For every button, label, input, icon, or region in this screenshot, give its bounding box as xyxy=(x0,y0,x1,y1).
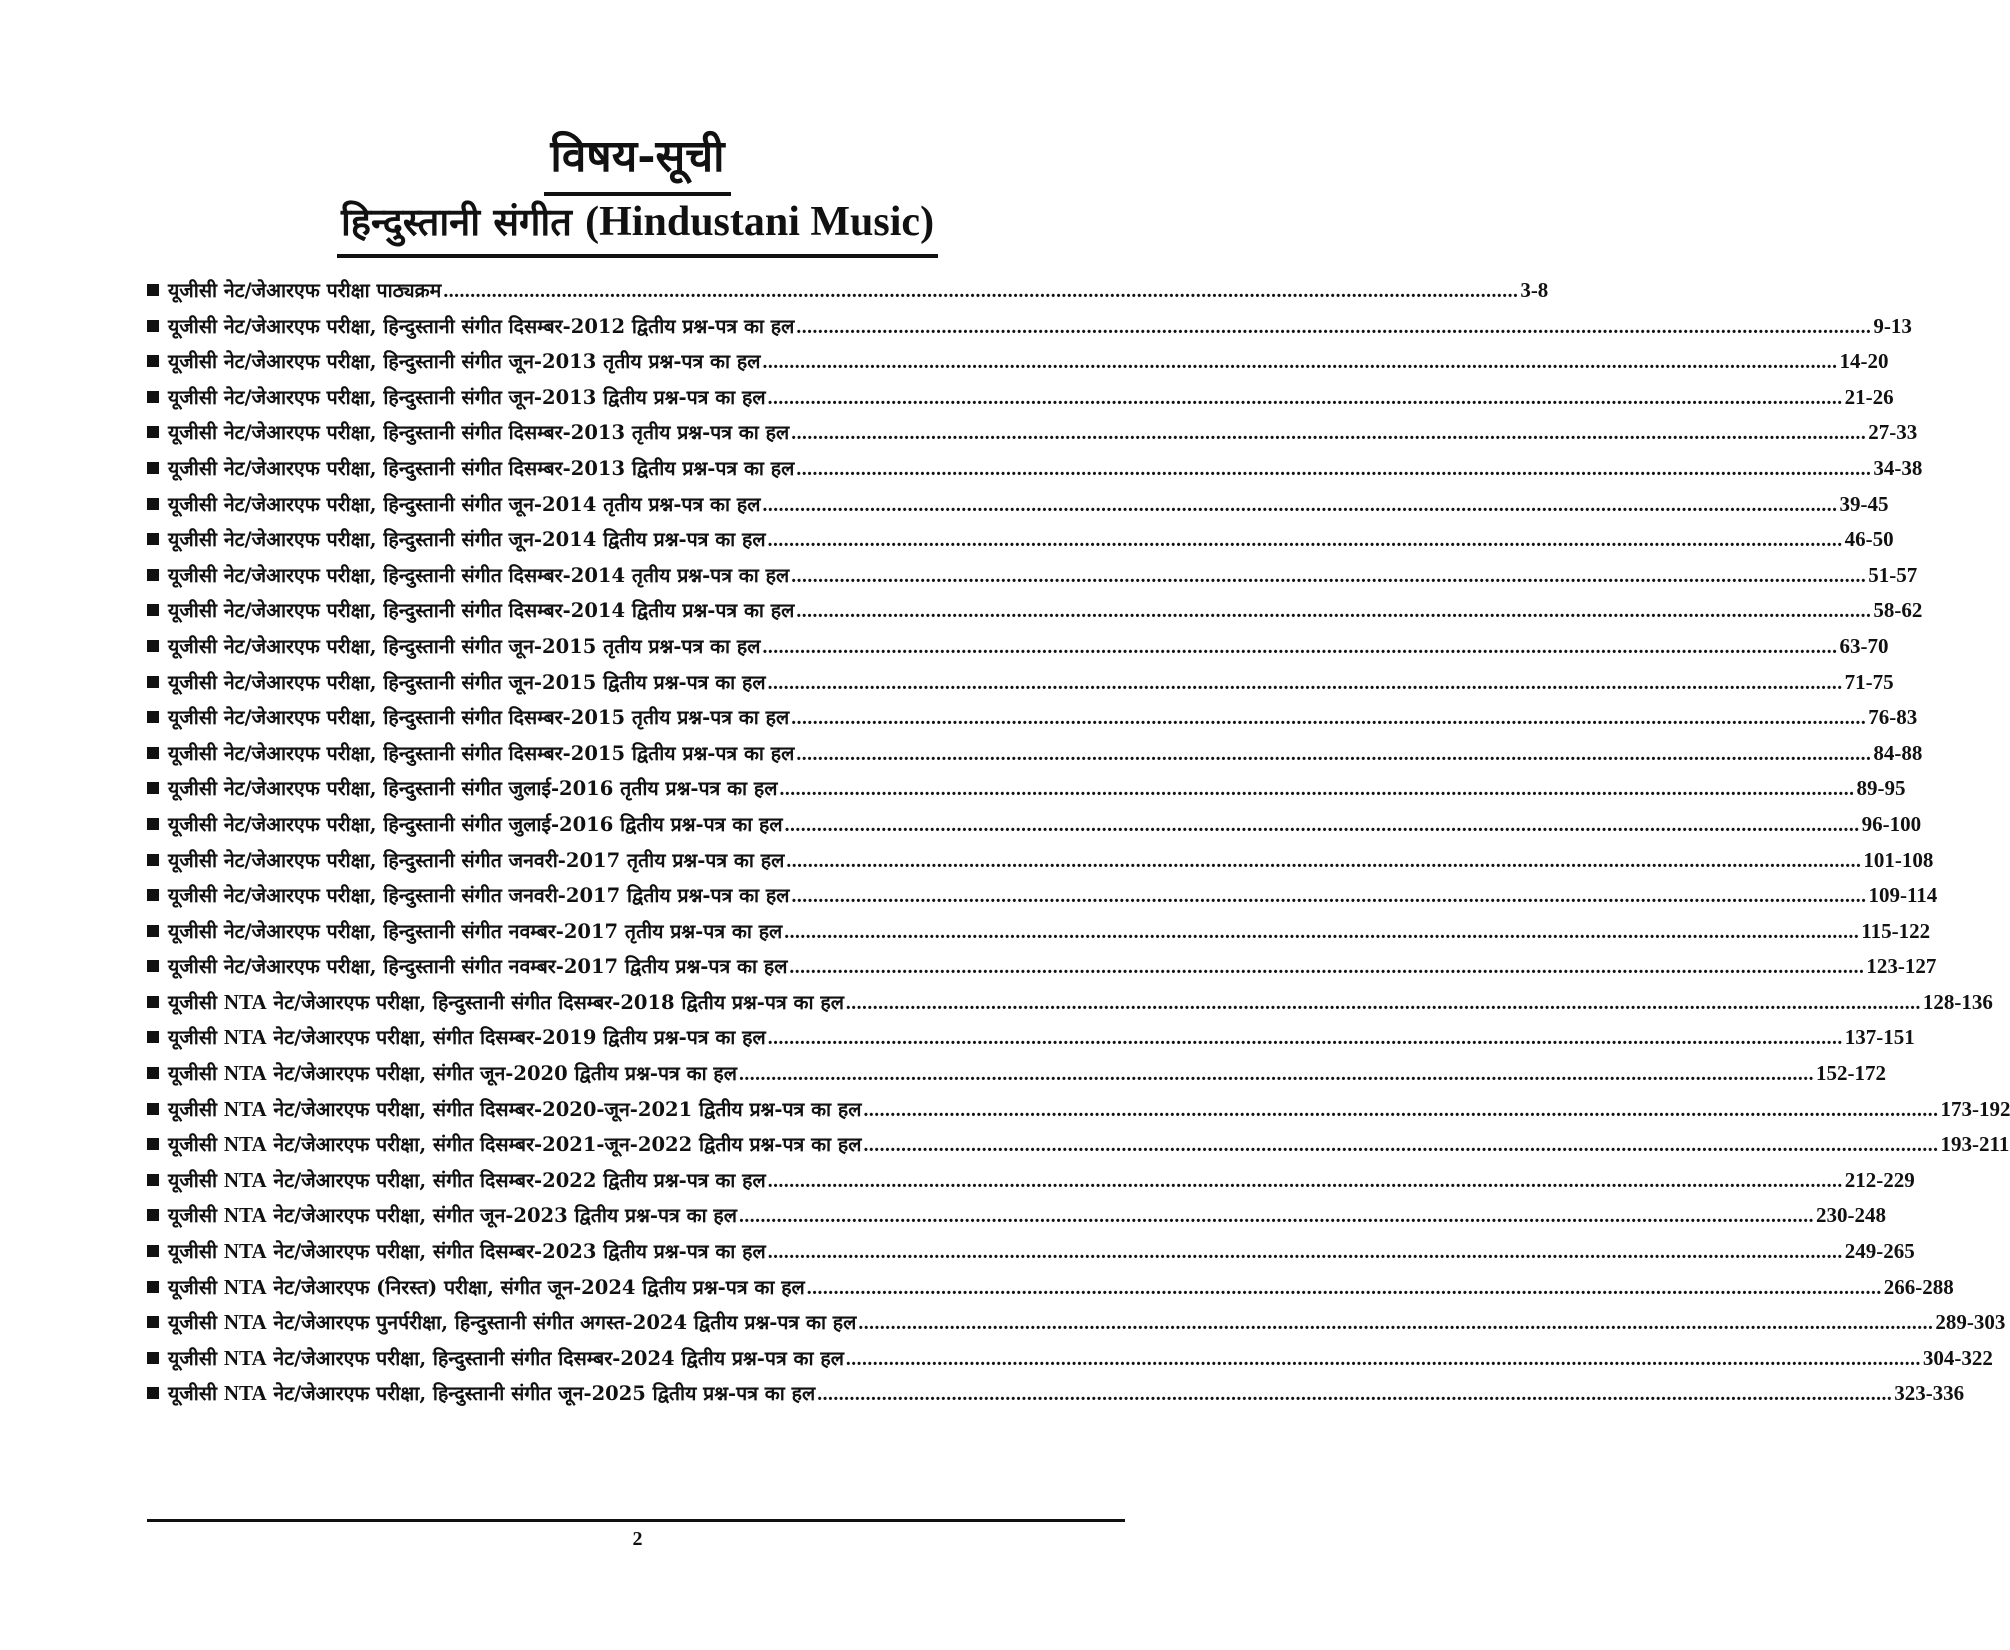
toc-entry-title: यूजीसी नेट/जेआरएफ परीक्षा, हिन्दुस्तानी संगीत जून-2013 तृतीय प्रश्न-पत्र का हल xyxy=(168,350,761,374)
square-bullet-icon xyxy=(147,533,159,545)
toc-entry-title: यूजीसी NTA नेट/जेआरएफ परीक्षा, हिन्दुस्तानी संगीत दिसम्बर-2018 द्वितीय प्रश्न-पत्र का हल xyxy=(168,989,844,1014)
toc-entry-pages: 3-8 xyxy=(1520,278,1549,302)
square-bullet-icon xyxy=(147,1174,159,1186)
toc-entry-title: यूजीसी NTA नेट/जेआरएफ परीक्षा, संगीत दिसम्बर-2020-जून-2021 द्वितीय प्रश्न-पत्र का हल xyxy=(168,1096,862,1121)
toc-entry-pages: 289-303 xyxy=(1935,1310,2006,1335)
toc-entry[interactable] xyxy=(147,952,1937,988)
toc-entry-title: यूजीसी नेट/जेआरएफ परीक्षा, हिन्दुस्तानी संगीत जून-2014 द्वितीय प्रश्न-पत्र का हल xyxy=(168,528,766,552)
square-bullet-icon xyxy=(147,355,159,367)
dot-leader xyxy=(791,566,1866,588)
dot-leader xyxy=(789,957,1864,979)
square-bullet-icon xyxy=(147,1281,159,1293)
square-bullet-icon xyxy=(147,1067,159,1079)
toc-entry-pages: 128-136 xyxy=(1922,989,1993,1014)
toc-entry-title: यूजीसी नेट/जेआरएफ परीक्षा, हिन्दुस्तानी संगीत जून-2014 तृतीय प्रश्न-पत्र का हल xyxy=(168,492,761,516)
square-bullet-icon xyxy=(147,1245,159,1257)
dot-leader xyxy=(791,886,1866,908)
subtitle-english: (Hindustani Music) xyxy=(585,199,935,245)
toc-entry-title: यूजीसी नेट/जेआरएफ परीक्षा, हिन्दुस्तानी संगीत दिसम्बर-2015 द्वितीय प्रश्न-पत्र का हल xyxy=(168,741,795,765)
toc-entry-title: यूजीसी नेट/जेआरएफ परीक्षा, हिन्दुस्तानी संगीत दिसम्बर-2013 द्वितीय प्रश्न-पत्र का हल xyxy=(168,456,795,480)
toc-entry-title: यूजीसी नेट/जेआरएफ परीक्षा, हिन्दुस्तानी संगीत नवम्बर-2017 द्वितीय प्रश्न-पत्र का हल xyxy=(168,955,788,979)
square-bullet-icon xyxy=(147,925,159,937)
toc-entry-title: यूजीसी नेट/जेआरएफ परीक्षा पाठ्यक्रम xyxy=(168,279,442,302)
toc-entry-pages: 101-108 xyxy=(1863,847,1934,872)
toc-entry-pages: 266-288 xyxy=(1883,1274,1954,1299)
toc-entry[interactable] xyxy=(147,312,1912,348)
toc-entry[interactable] xyxy=(147,1273,1954,1309)
toc-entry-pages: 193-211 xyxy=(1940,1132,2010,1157)
toc-entry-title: यूजीसी NTA नेट/जेआरएफ परीक्षा, संगीत दिसम्बर-2021-जून-2022 द्वितीय प्रश्न-पत्र का हल xyxy=(168,1132,862,1157)
dot-leader xyxy=(817,1384,1892,1406)
toc-entry[interactable] xyxy=(147,561,1918,597)
dot-leader xyxy=(796,317,1871,339)
toc-entry-title: यूजीसी नेट/जेआरएफ परीक्षा, हिन्दुस्तानी संगीत दिसम्बर-2013 तृतीय प्रश्न-पत्र का हल xyxy=(168,421,790,445)
toc-entry-pages: 230-248 xyxy=(1815,1203,1886,1228)
dot-leader xyxy=(768,1028,1843,1050)
square-bullet-icon xyxy=(147,960,159,972)
page-number: 2 xyxy=(632,1528,643,1550)
toc-entry[interactable] xyxy=(147,596,1923,632)
toc-entry-pages: 46-50 xyxy=(1844,527,1894,552)
square-bullet-icon xyxy=(147,640,159,652)
toc-entry[interactable] xyxy=(147,1344,1993,1380)
toc-entry[interactable] xyxy=(147,490,1889,526)
toc-entry-title: यूजीसी NTA नेट/जेआरएफ परीक्षा, संगीत दिसम्बर-2019 द्वितीय प्रश्न-पत्र का हल xyxy=(168,1025,766,1050)
toc-entry[interactable] xyxy=(147,881,1938,917)
nta-label: NTA xyxy=(223,1274,267,1299)
dot-leader xyxy=(768,1242,1843,1264)
toc-entry-title: यूजीसी नेट/जेआरएफ परीक्षा, हिन्दुस्तानी संगीत नवम्बर-2017 तृतीय प्रश्न-पत्र का हल xyxy=(168,919,783,943)
toc-entry-pages: 123-127 xyxy=(1866,954,1937,979)
square-bullet-icon xyxy=(147,1031,159,1043)
toc-entry-pages: 27-33 xyxy=(1868,420,1918,445)
square-bullet-icon xyxy=(147,711,159,723)
toc-entry[interactable] xyxy=(147,1059,1886,1095)
toc-entry-title: यूजीसी नेट/जेआरएफ परीक्षा, हिन्दुस्तानी संगीत जून-2015 द्वितीय प्रश्न-पत्र का हल xyxy=(168,670,766,694)
dot-leader xyxy=(779,779,1854,801)
toc-entry[interactable] xyxy=(147,525,1894,561)
toc-entry[interactable] xyxy=(147,383,1894,419)
dot-leader xyxy=(796,601,1871,623)
toc-entry-title: यूजीसी NTA नेट/जेआरएफ परीक्षा, संगीत जून-2020 द्वितीय प्रश्न-पत्र का हल xyxy=(168,1061,737,1086)
toc-entry-pages: 152-172 xyxy=(1815,1061,1886,1086)
square-bullet-icon xyxy=(147,782,159,794)
square-bullet-icon xyxy=(147,569,159,581)
toc-entry[interactable] xyxy=(147,1166,1915,1202)
dot-leader xyxy=(762,637,1837,659)
dot-leader xyxy=(768,388,1843,410)
dot-leader xyxy=(863,1100,1938,1122)
dot-leader xyxy=(807,1278,1882,1300)
nta-label: NTA xyxy=(223,1310,267,1335)
square-bullet-icon xyxy=(147,462,159,474)
toc-entry-title: यूजीसी नेट/जेआरएफ परीक्षा, हिन्दुस्तानी संगीत जुलाई-2016 द्वितीय प्रश्न-पत्र का हल xyxy=(168,812,783,836)
toc-entry[interactable] xyxy=(147,1130,2010,1166)
toc-entry[interactable] xyxy=(147,703,1918,739)
toc-entry-pages: 173-192 xyxy=(1940,1096,2010,1121)
dot-leader xyxy=(858,1313,1933,1335)
toc-entry-title: यूजीसी नेट/जेआरएफ परीक्षा, हिन्दुस्तानी संगीत दिसम्बर-2015 तृतीय प्रश्न-पत्र का हल xyxy=(168,706,790,730)
square-bullet-icon xyxy=(147,498,159,510)
dot-leader xyxy=(443,281,1518,303)
toc-entry[interactable] xyxy=(147,774,1906,810)
dot-leader xyxy=(846,1349,1921,1371)
dot-leader xyxy=(762,495,1837,517)
toc-entry-pages: 84-88 xyxy=(1873,740,1923,765)
toc-entry-title: यूजीसी NTA नेट/जेआरएफ पुनर्परीक्षा, हिन्दुस्तानी संगीत अगस्त-2024 द्वितीय प्रश्न-पत्र का हल xyxy=(168,1310,857,1335)
toc-entry-title: यूजीसी NTA नेट/जेआरएफ परीक्षा, संगीत दिसम्बर-2023 द्वितीय प्रश्न-पत्र का हल xyxy=(168,1239,766,1264)
nta-label: NTA xyxy=(223,1096,267,1121)
square-bullet-icon xyxy=(147,1352,159,1364)
subtitle-hindi: हिन्दुस्तानी संगीत xyxy=(340,199,572,244)
dot-leader xyxy=(846,993,1921,1015)
square-bullet-icon xyxy=(147,854,159,866)
toc-entry-title: यूजीसी नेट/जेआरएफ परीक्षा, हिन्दुस्तानी संगीत जून-2015 तृतीय प्रश्न-पत्र का हल xyxy=(168,634,761,658)
square-bullet-icon xyxy=(147,391,159,403)
dot-leader xyxy=(796,744,1871,766)
nta-label: NTA xyxy=(223,1132,267,1157)
toc-entry[interactable] xyxy=(147,917,1931,953)
square-bullet-icon xyxy=(147,284,159,296)
nta-label: NTA xyxy=(223,1167,267,1192)
toc-entry-pages: 9-13 xyxy=(1873,313,1912,338)
toc-entry[interactable] xyxy=(147,1237,1915,1273)
nta-label: NTA xyxy=(223,989,267,1014)
square-bullet-icon xyxy=(147,1387,159,1399)
square-bullet-icon xyxy=(147,676,159,688)
toc-entry[interactable] xyxy=(147,739,1923,775)
toc-entry-pages: 96-100 xyxy=(1861,811,1922,836)
toc-entry[interactable] xyxy=(147,632,1889,668)
square-bullet-icon xyxy=(147,1209,159,1221)
dot-leader xyxy=(768,673,1843,695)
toc-entry-pages: 323-336 xyxy=(1894,1381,1965,1406)
dot-leader xyxy=(791,423,1866,445)
toc-entry-title: यूजीसी NTA नेट/जेआरएफ (निरस्त) परीक्षा, संगीत जून-2024 द्वितीय प्रश्न-पत्र का हल xyxy=(168,1274,805,1299)
square-bullet-icon xyxy=(147,320,159,332)
toc-entry[interactable] xyxy=(147,1308,2006,1344)
toc-entry-pages: 76-83 xyxy=(1868,705,1918,730)
toc-entry[interactable] xyxy=(147,668,1894,704)
square-bullet-icon xyxy=(147,426,159,438)
toc-entry-title: यूजीसी NTA नेट/जेआरएफ परीक्षा, हिन्दुस्तानी संगीत जून-2025 द्वितीय प्रश्न-पत्र का हल xyxy=(168,1381,816,1406)
page-subtitle xyxy=(337,196,938,258)
page-title: विषय-सूची xyxy=(544,128,730,196)
nta-label: NTA xyxy=(223,1025,267,1050)
toc-entry[interactable] xyxy=(147,988,1993,1024)
toc-entry-pages: 51-57 xyxy=(1868,562,1918,587)
toc-entry-pages: 304-322 xyxy=(1922,1345,1993,1370)
title-block xyxy=(0,128,1275,196)
toc-entry-title: यूजीसी नेट/जेआरएफ परीक्षा, हिन्दुस्तानी संगीत जून-2013 द्वितीय प्रश्न-पत्र का हल xyxy=(168,385,766,409)
toc-entry-pages: 63-70 xyxy=(1839,633,1889,658)
nta-label: NTA xyxy=(223,1239,267,1264)
nta-label: NTA xyxy=(223,1381,267,1406)
dot-leader xyxy=(786,851,1861,873)
dot-leader xyxy=(739,1206,1814,1228)
dot-leader xyxy=(784,922,1859,944)
toc-entry[interactable] xyxy=(147,454,1923,490)
subtitle-block xyxy=(0,196,1275,258)
dot-leader xyxy=(796,459,1871,481)
toc-entry-pages: 109-114 xyxy=(1868,883,1938,908)
toc-entry-title: यूजीसी NTA नेट/जेआरएफ परीक्षा, संगीत जून-2023 द्वितीय प्रश्न-पत्र का हल xyxy=(168,1203,737,1228)
dot-leader xyxy=(791,708,1866,730)
dot-leader xyxy=(768,530,1843,552)
square-bullet-icon xyxy=(147,818,159,830)
dot-leader xyxy=(762,352,1837,374)
nta-label: NTA xyxy=(223,1061,267,1086)
toc-entry[interactable] xyxy=(147,276,1549,312)
square-bullet-icon xyxy=(147,889,159,901)
toc-entry-pages: 14-20 xyxy=(1839,349,1889,374)
dot-leader xyxy=(785,815,1860,837)
toc-entry-title: यूजीसी नेट/जेआरएफ परीक्षा, हिन्दुस्तानी संगीत जनवरी-2017 द्वितीय प्रश्न-पत्र का हल xyxy=(168,884,790,908)
toc-entry-pages: 34-38 xyxy=(1873,455,1923,480)
toc-entry-title: यूजीसी नेट/जेआरएफ परीक्षा, हिन्दुस्तानी संगीत जनवरी-2017 तृतीय प्रश्न-पत्र का हल xyxy=(168,848,785,872)
table-of-contents xyxy=(147,276,2010,1415)
toc-entry[interactable] xyxy=(147,418,1918,454)
toc-entry-pages: 71-75 xyxy=(1844,669,1894,694)
toc-entry[interactable] xyxy=(147,1095,2010,1131)
toc-entry-title: यूजीसी नेट/जेआरएफ परीक्षा, हिन्दुस्तानी संगीत दिसम्बर-2014 द्वितीय प्रश्न-पत्र का हल xyxy=(168,599,795,623)
toc-entry-pages: 115-122 xyxy=(1861,918,1931,943)
toc-entry-title: यूजीसी NTA नेट/जेआरएफ परीक्षा, हिन्दुस्तानी संगीत दिसम्बर-2024 द्वितीय प्रश्न-पत्र का हल xyxy=(168,1345,844,1370)
nta-label: NTA xyxy=(223,1345,267,1370)
square-bullet-icon xyxy=(147,1138,159,1150)
toc-entry-pages: 39-45 xyxy=(1839,491,1889,516)
dot-leader xyxy=(863,1135,1938,1157)
nta-label: NTA xyxy=(223,1203,267,1228)
footer-divider xyxy=(147,1519,1125,1522)
toc-entry-pages: 89-95 xyxy=(1856,776,1906,801)
toc-entry-title: यूजीसी नेट/जेआरएफ परीक्षा, हिन्दुस्तानी संगीत जुलाई-2016 तृतीय प्रश्न-पत्र का हल xyxy=(168,777,778,801)
square-bullet-icon xyxy=(147,996,159,1008)
toc-entry[interactable] xyxy=(147,1023,1915,1059)
toc-entry[interactable] xyxy=(147,347,1889,383)
square-bullet-icon xyxy=(147,604,159,616)
toc-entry-pages: 137-151 xyxy=(1844,1025,1915,1050)
toc-entry-pages: 58-62 xyxy=(1873,598,1923,623)
toc-entry-title: यूजीसी नेट/जेआरएफ परीक्षा, हिन्दुस्तानी संगीत दिसम्बर-2014 तृतीय प्रश्न-पत्र का हल xyxy=(168,563,790,587)
toc-entry[interactable] xyxy=(147,810,1922,846)
toc-entry-title: यूजीसी NTA नेट/जेआरएफ परीक्षा, संगीत दिसम्बर-2022 द्वितीय प्रश्न-पत्र का हल xyxy=(168,1167,766,1192)
toc-entry[interactable] xyxy=(147,1201,1886,1237)
dot-leader xyxy=(739,1064,1814,1086)
toc-entry-pages: 249-265 xyxy=(1844,1239,1915,1264)
square-bullet-icon xyxy=(147,1316,159,1328)
toc-entry-title: यूजीसी नेट/जेआरएफ परीक्षा, हिन्दुस्तानी संगीत दिसम्बर-2012 द्वितीय प्रश्न-पत्र का हल xyxy=(168,314,795,338)
toc-entry-pages: 212-229 xyxy=(1844,1167,1915,1192)
square-bullet-icon xyxy=(147,747,159,759)
toc-entry-pages: 21-26 xyxy=(1844,384,1894,409)
square-bullet-icon xyxy=(147,1103,159,1115)
dot-leader xyxy=(768,1171,1843,1193)
toc-entry[interactable] xyxy=(147,1379,1965,1415)
toc-entry[interactable] xyxy=(147,846,1934,882)
